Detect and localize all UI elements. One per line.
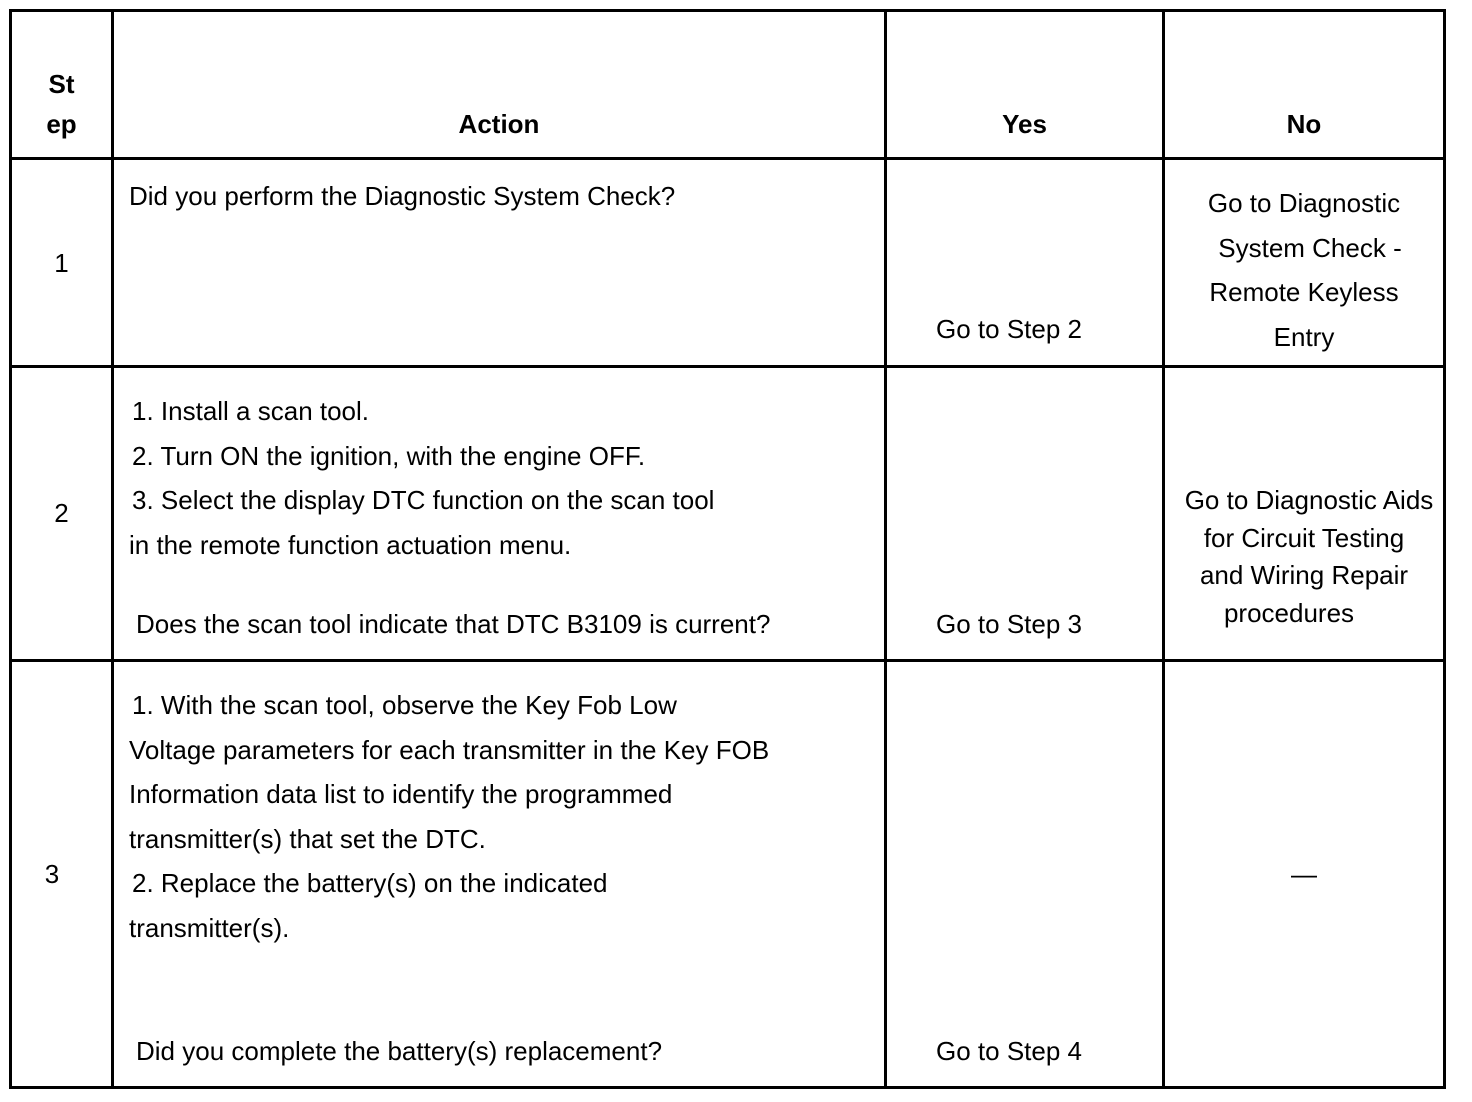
no-cell-2 — [1165, 482, 1443, 632]
header-no: No — [1286, 109, 1322, 139]
action-question-3: Did you complete the battery(s) replacement? — [136, 1036, 663, 1066]
action-line: Information data list to identify the programmed — [129, 779, 673, 809]
header-yes: Yes — [1002, 109, 1047, 139]
action-line: transmitter(s). — [129, 912, 290, 943]
header-step-line2: ep — [46, 109, 77, 139]
row-divider-header — [12, 157, 1443, 160]
action-line: 2. Replace the battery(s) on the indicated — [132, 868, 608, 898]
action-question-2: Does the scan tool indicate that DTC B3109 is current? — [136, 609, 771, 639]
step-number-2: 2 — [54, 498, 69, 528]
action-question-1: Did you perform the Diagnostic System Check? — [129, 181, 676, 211]
header-action: Action — [458, 109, 540, 139]
action-line: in the remote function actuation menu. — [129, 529, 572, 560]
no-cell-2-line: for Circuit Testing — [1203, 522, 1405, 553]
no-cell-3-dash: — — [1291, 859, 1317, 889]
action-steps-3 — [129, 683, 769, 950]
no-cell-2-line: Go to Diagnostic Aids — [1184, 485, 1434, 515]
no-cell-2-line: procedures — [1223, 597, 1355, 628]
action-line: 2. Turn ON the ignition, with the engine OFF. — [132, 440, 646, 471]
yes-cell-3: Go to Step 4 — [936, 1036, 1082, 1066]
yes-cell-2: Go to Step 3 — [936, 609, 1082, 639]
no-cell-1 — [1165, 181, 1443, 359]
no-cell-1-line: Entry — [1273, 321, 1335, 352]
row-divider-1 — [12, 365, 1443, 368]
header-step — [12, 69, 111, 139]
action-steps-2 — [129, 389, 714, 567]
step-number-3: 3 — [44, 859, 60, 889]
no-cell-1-line: Remote Keyless — [1209, 277, 1399, 307]
action-line: 3. Select the display DTC function on the scan tool — [132, 485, 715, 515]
action-line: 1. Install a scan tool. — [132, 396, 370, 426]
row-divider-2 — [12, 659, 1443, 662]
action-line: 1. With the scan tool, observe the Key Fob Low — [132, 690, 677, 720]
no-cell-2-line: and Wiring Repair — [1199, 560, 1409, 590]
diagnostic-table — [9, 9, 1446, 1089]
header-step-line1: St — [48, 69, 75, 99]
column-divider-action — [884, 12, 887, 1086]
action-line: Voltage parameters for each transmitter in the Key FOB — [129, 734, 770, 765]
column-divider-step — [111, 12, 114, 1086]
yes-cell-1: Go to Step 2 — [936, 314, 1082, 344]
no-cell-1-line: System Check - — [1218, 232, 1402, 263]
action-line: transmitter(s) that set the DTC. — [129, 823, 486, 854]
no-cell-1-line: Go to Diagnostic — [1207, 188, 1401, 218]
step-number-1: 1 — [54, 248, 69, 278]
